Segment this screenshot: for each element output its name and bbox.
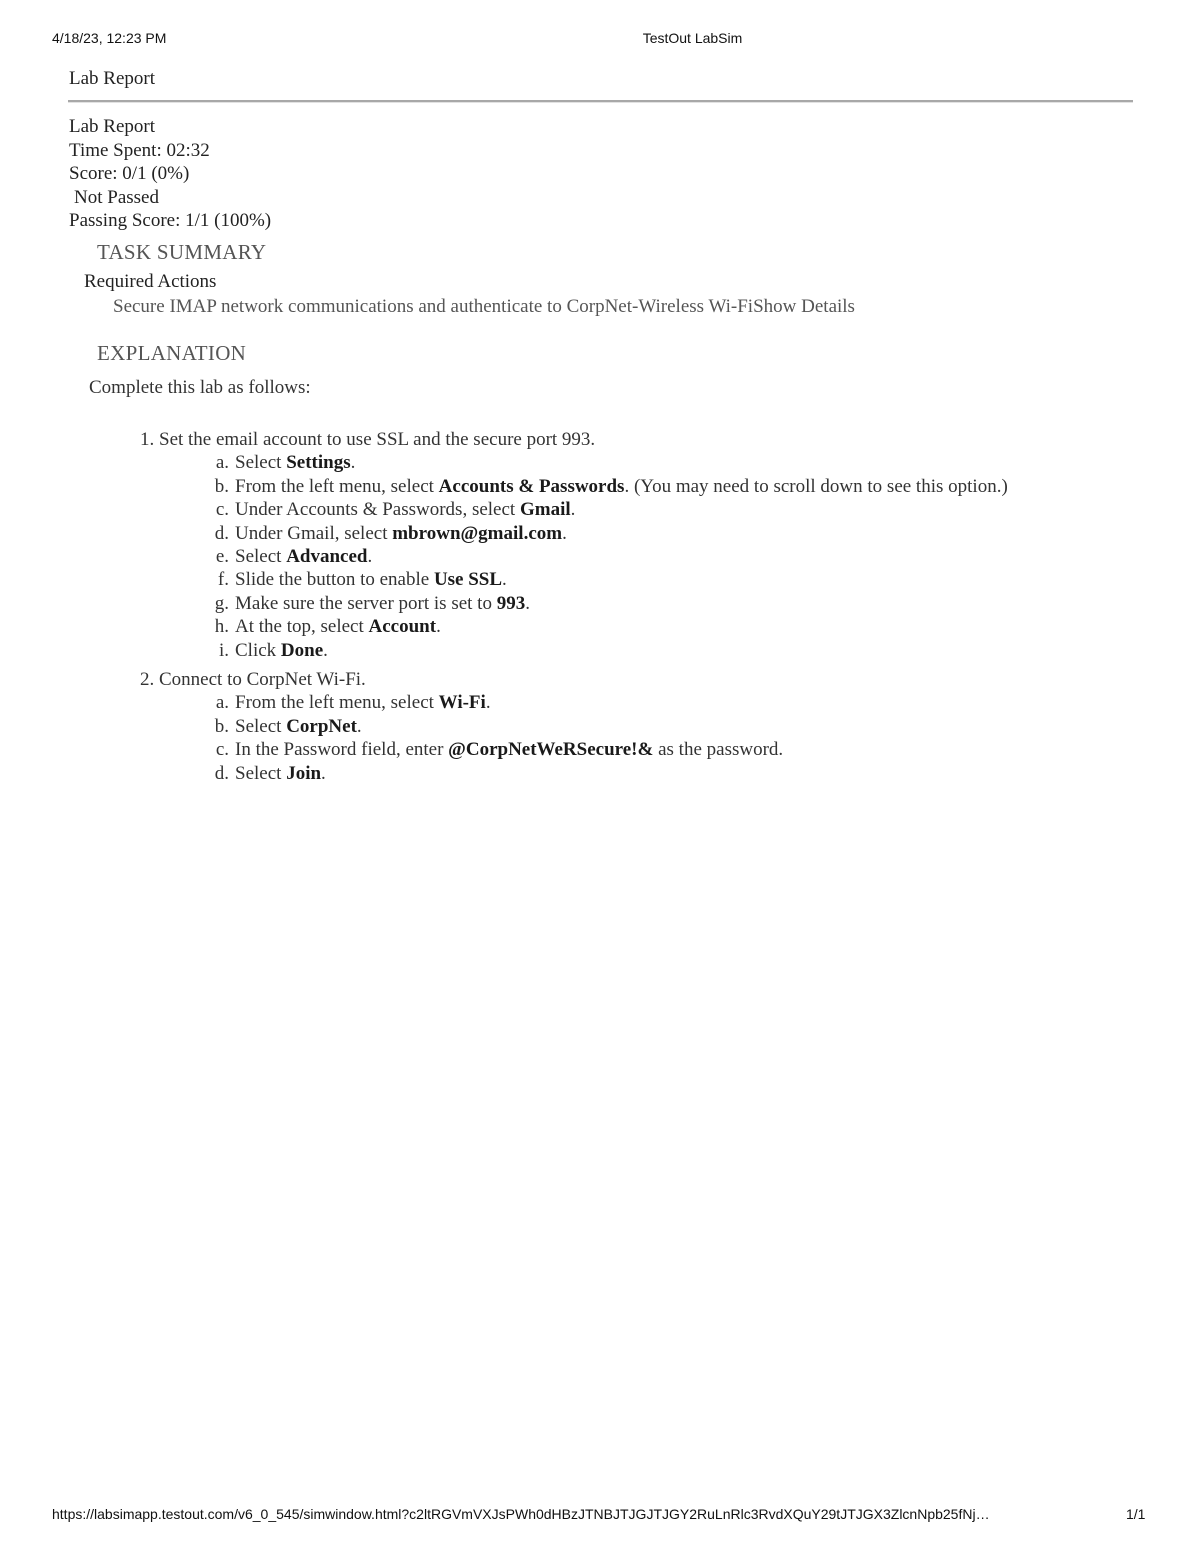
- list-item: c. In the Password field, enter @CorpNetWeRSecure!& as the password.: [215, 739, 784, 761]
- print-footer: [0, 1506, 1200, 1526]
- page-number: 1/1: [1126, 1506, 1146, 1522]
- print-site-title: TestOut LabSim: [642, 30, 743, 46]
- required-actions-label: Required Actions: [84, 271, 217, 292]
- report-summary: [69, 115, 271, 233]
- show-details-link[interactable]: Show Details: [753, 296, 855, 317]
- list-item: b. From the left menu, select Accounts & Passwords. (You may need to scroll down to see this option.): [214, 475, 1008, 497]
- step-1: 1. Set the email account to use SSL and the secure port 993.: [140, 429, 596, 450]
- report-heading: Lab Report: [69, 116, 156, 137]
- step-2-substeps: [140, 691, 1008, 785]
- print-datetime: 4/18/23, 12:23 PM: [52, 30, 167, 46]
- list-item: g. Make sure the server port is set to 993.: [214, 592, 530, 614]
- step-list: [140, 428, 1008, 791]
- list-item: a. From the left menu, select Wi-Fi.: [215, 692, 491, 714]
- list-item: h. At the top, select Account.: [214, 616, 441, 638]
- explanation-intro: Complete this lab as follows:: [89, 377, 311, 398]
- task-summary-heading: TASK SUMMARY: [97, 240, 267, 264]
- list-item: c. Under Accounts & Passwords, select Gmail.: [215, 499, 576, 521]
- time-spent: Time Spent: 02:32: [69, 139, 210, 161]
- status-badge: Not Passed: [74, 186, 159, 208]
- step-2: 2. Connect to CorpNet Wi-Fi.: [140, 669, 366, 691]
- step-1-substeps: [140, 451, 1008, 662]
- required-action-item: [113, 296, 855, 318]
- list-item: a. Select Settings.: [215, 452, 356, 474]
- required-action-text: Secure IMAP network communications and authenticate to CorpNet-Wireless Wi-Fi: [113, 296, 754, 317]
- passing-score: Passing Score: 1/1 (100%): [69, 210, 272, 232]
- print-header: [0, 30, 1200, 50]
- print-url: https://labsimapp.testout.com/v6_0_545/simwindow.html?c2ltRGVmVXJsPWh0dHBzJTNBJTJGJTJGY2RuLnRlc3RvdXQuY29tJTJGX3ZlcnNpb25fNj…: [52, 1506, 990, 1522]
- list-item: d. Under Gmail, select mbrown@gmail.com.: [214, 522, 567, 544]
- score: Score: 0/1 (0%): [69, 163, 190, 185]
- list-item: i. Click Done.: [218, 639, 328, 661]
- list-item: b. Select CorpNet.: [214, 715, 362, 737]
- header-divider: [68, 100, 1133, 103]
- explanation-heading: EXPLANATION: [97, 341, 247, 365]
- list-item: f. Slide the button to enable Use SSL.: [217, 569, 507, 591]
- list-item: e. Select Advanced.: [215, 546, 373, 568]
- page-title: Lab Report: [69, 68, 156, 89]
- list-item: d. Select Join.: [214, 762, 326, 784]
